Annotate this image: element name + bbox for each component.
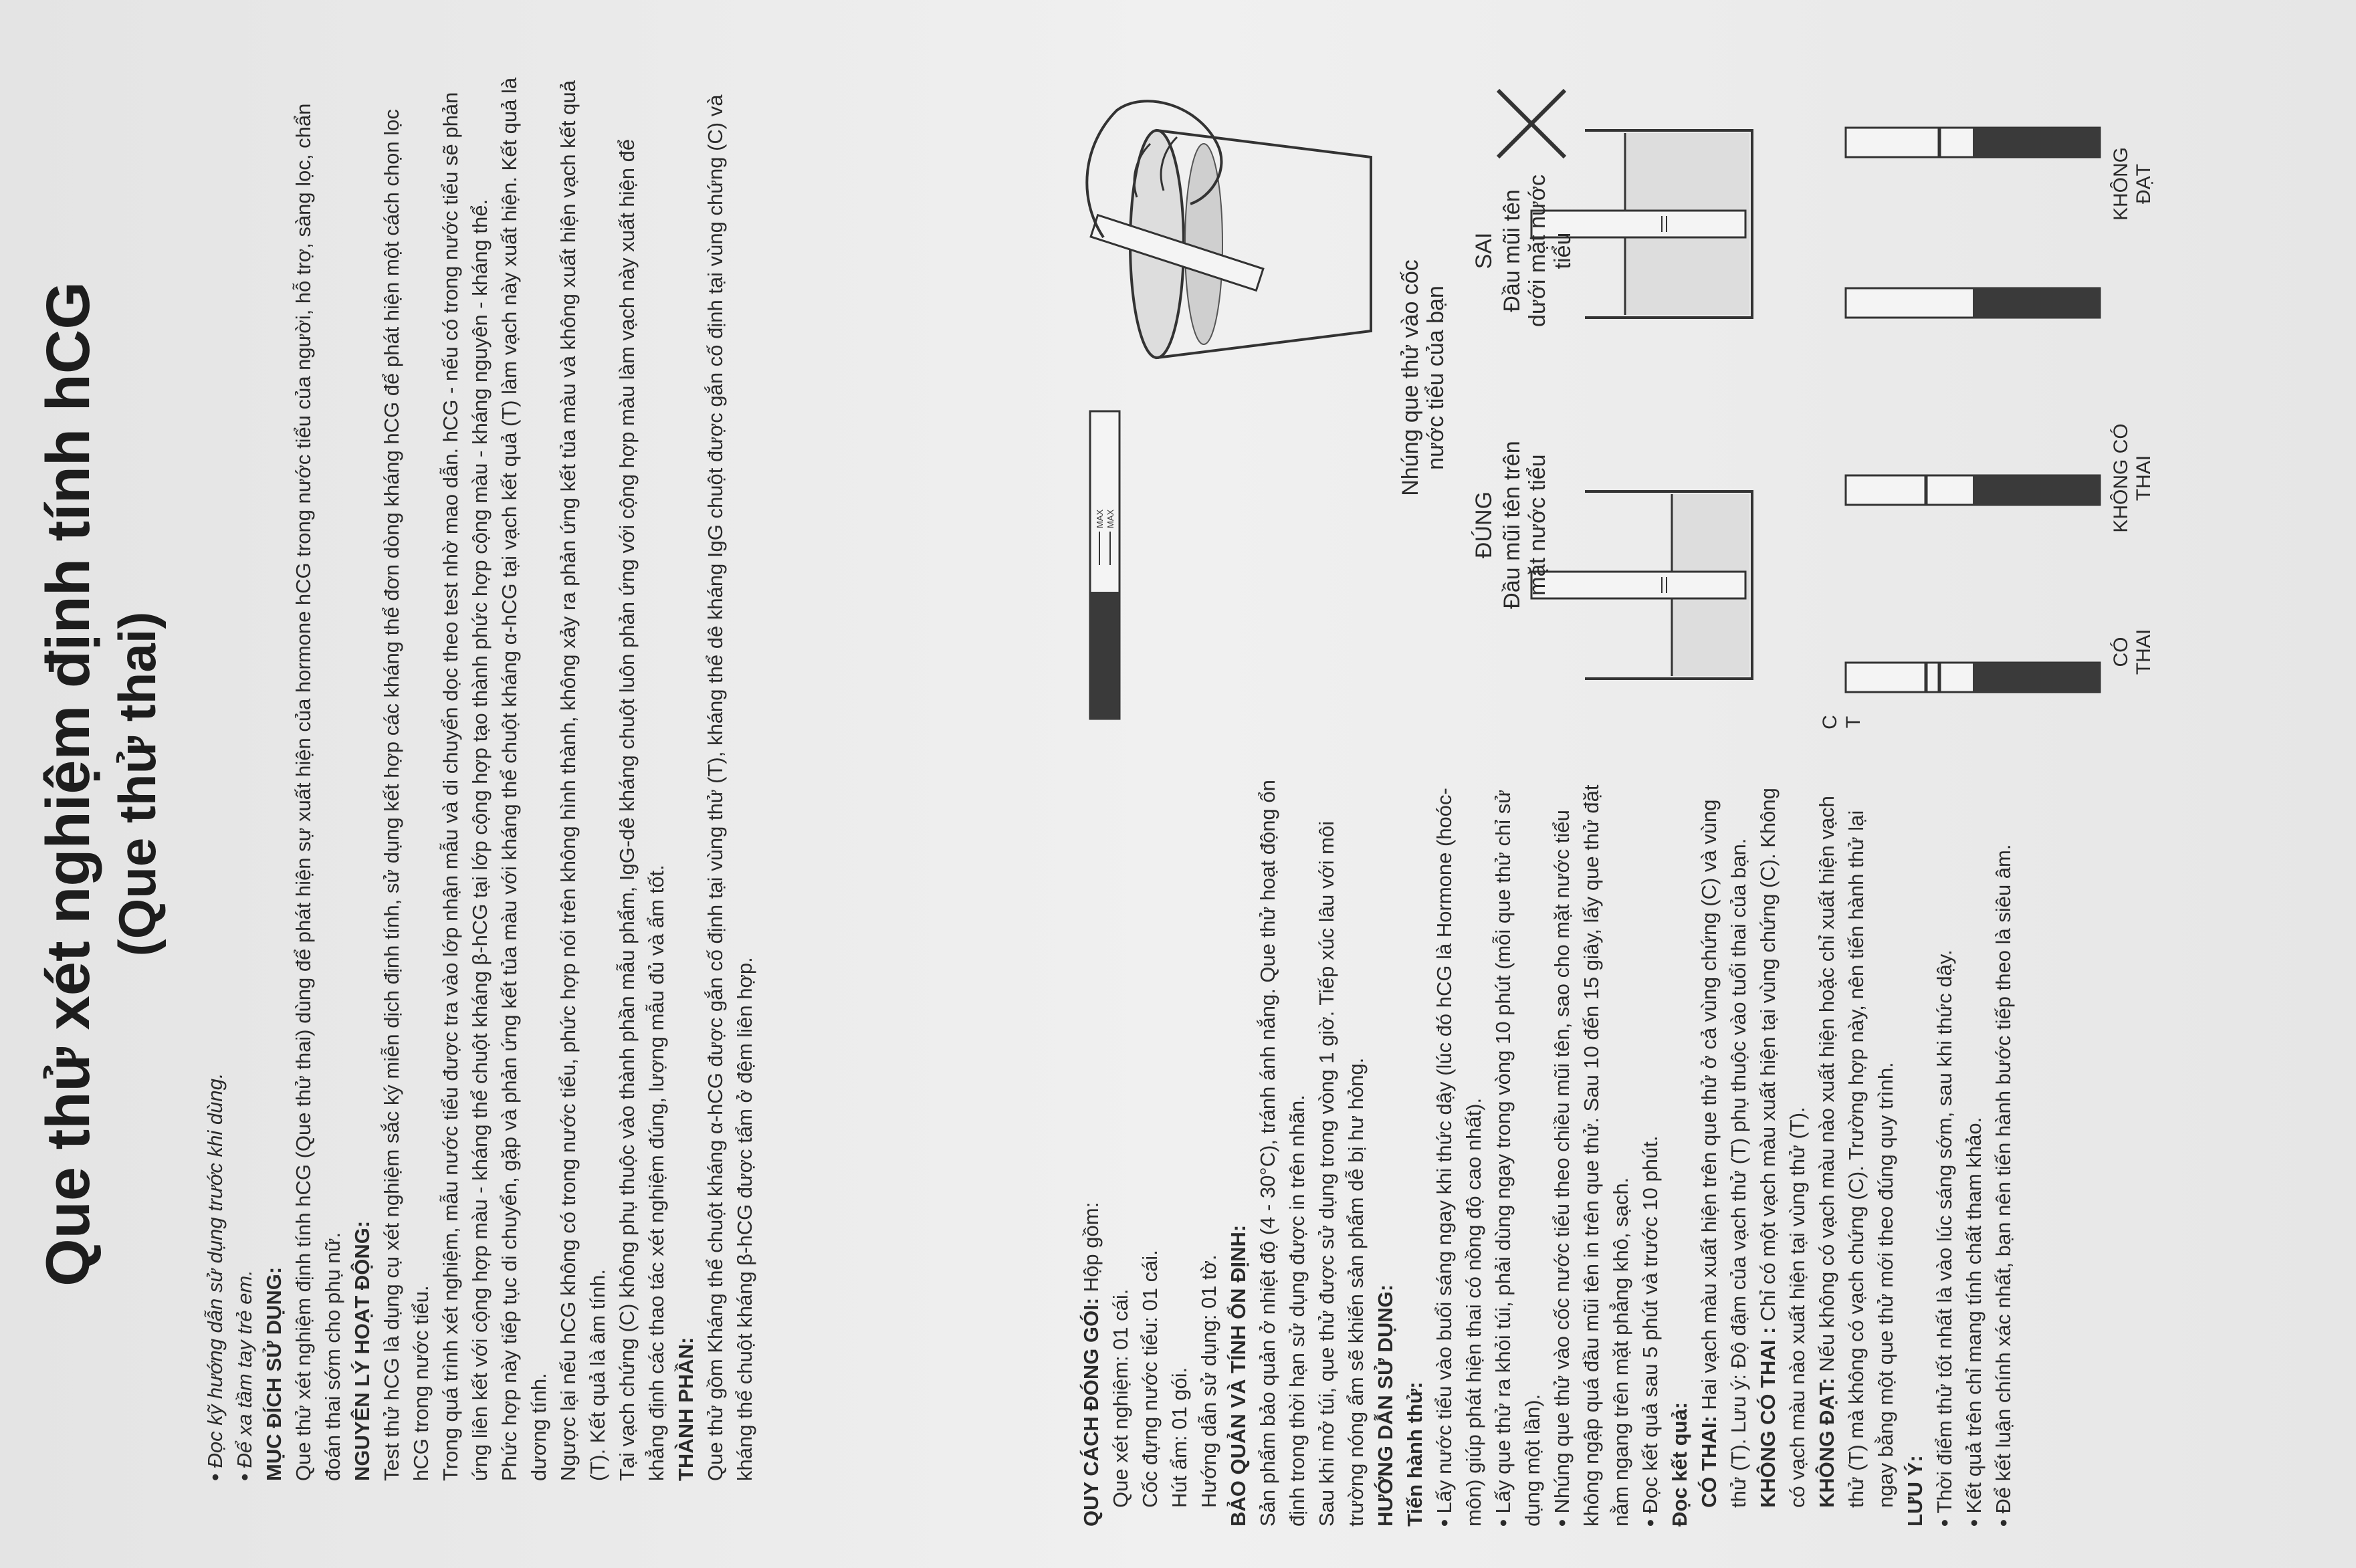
correct-text: Đầu mũi tên trên mặt nước tiểu <box>1499 441 1550 609</box>
caution-heading: LƯU Ý: <box>1903 1455 1927 1527</box>
principle-p5: Tại vạch chứng (C) không phụ thuộc vào thành phần mẫu phẩm, IgG-dê kháng chuột luôn phản ứng với cộng hợp màu làm vạch này xuất hiện để khẳng định các thao tác xét nghiệm đúng, lượng mẫu đủ và ẩm tốt. <box>615 138 668 1481</box>
dip-caption: Nhúng que thử vào cốc nước tiểu của bạn <box>1398 259 1449 496</box>
principle-p4: Ngược lại nếu hCG không có trong nước tiểu, phức hợp nói trên không hình thành, không xảy ra phản ứng kết tủa màu và không xuất hiện vạch kết quả (T). Kết quả là âm tính. <box>556 80 609 1481</box>
composition-text: Que thử gồm Kháng thể chuột kháng α-hCG được gắn cố định tại vùng thử (T), kháng thể dê kháng IgG chuột được gắn cố định tại vùng chứng (C) và kháng thể chuột kháng β-hCG được tẩm ở đệm liên hợp. <box>704 94 756 1481</box>
storage-p2: Sau khi mở túi, que thử được sử dụng trong vòng 1 giờ. Tiếp xúc lâu với môi trường nóng ẩm sẽ khiến sản phẩm dễ bị hư hỏng. <box>1315 820 1368 1527</box>
packaging-heading: QUY CÁCH ĐÓNG GÓI: <box>1079 1297 1103 1527</box>
caution-item: • Thời điểm thử tốt nhất là vào lúc sáng sớm, sau khi thức dậy. <box>1930 771 1959 1527</box>
purpose-heading: MỤC ĐÍCH SỬ DỤNG: <box>262 1266 286 1481</box>
principle-heading: NGUYÊN LÝ HOẠT ĐỘNG: <box>350 1220 374 1481</box>
intro-section <box>201 77 760 1481</box>
packaging-item: Hướng dẫn sử dụng: 01 tờ. <box>1197 1254 1220 1508</box>
packaging-item: Cốc đựng nước tiểu: 01 cái. <box>1138 1250 1162 1508</box>
principle-p1: Test thử hCG là dụng cụ xét nghiệm sắc ký miễn dịch định tính, sử dụng kết hợp các kháng thể đơn dòng kháng hCG để phát hiện một cách chọn lọc hCG trong nước tiểu. <box>380 109 433 1481</box>
wrong-title: SAI <box>1471 232 1497 269</box>
procedure-step: • Lấy nước tiểu vào buổi sáng ngay khi thức dậy (lúc đó hCG là Hormone (hoóc-môn) giúp phát hiện thai có nồng độ cao nhất). <box>1430 771 1489 1527</box>
correct-title: ĐÚNG <box>1471 491 1497 559</box>
purpose-text: Que thử xét nghiệm định tính hCG (Que thử thai) dùng để phát hiện sự xuất hiện của hormone hCG trong nước tiểu của người, hỗ trợ, sàng lọc, chẩn đoán thai sớm cho phụ nữ. <box>292 103 344 1481</box>
strip-invalid-none <box>1846 288 2100 318</box>
principle-p2: Trong quá trình xét nghiệm, mẫu nước tiểu được tra vào lớp nhận mẫu và di chuyển dọc theo test nhờ mao dẫn. hCG - nếu có trong nước tiểu sẽ phản ứng liên kết với cộng hợp màu - kháng thể chuột kháng β-hCG tại lớp cộng hợp tạo thành phức hợp cộng màu - kháng nguyên - kháng thể. <box>439 92 492 1481</box>
dip-drawing <box>1077 64 1398 732</box>
result-not-pregnant-caption: KHÔNG CÓ THAI <box>2110 423 2155 533</box>
storage-heading: BẢO QUẢN VÀ TÍNH ỔN ĐỊNH: <box>1226 1224 1250 1527</box>
composition-heading: THÀNH PHẦN: <box>674 1337 698 1481</box>
page-title: Que thử xét nghiệm định tính hCG <box>34 282 102 1286</box>
storage-p1: Sản phẩm bảo quản ở nhiệt độ (4 - 30°C), tránh ánh nắng. Que thử hoạt động ổn định trong thời hạn sử dụng được in trên nhãn. <box>1256 780 1309 1527</box>
procedure-step: • Lấy que thử ra khỏi túi, phải dùng ngay trong vòng 10 phút (mỗi que thử chỉ sử dụng một lần). <box>1489 771 1547 1527</box>
note-keep-away-children: • Để xa tầm tay trẻ em. <box>230 77 259 1481</box>
dip-illustration <box>1077 64 1398 732</box>
principle-p3: Phức hợp này tiếp tục di chuyển, gặp và phản ứng kết tủa màu với kháng thể chuột kháng α-hCG tại vạch kết quả (T) làm vạch này xuất hiện. Kết quả là dương tính. <box>498 77 550 1481</box>
note-read-instructions: • Đọc kỹ hướng dẫn sử dụng trước khi dùng. <box>201 77 230 1481</box>
result-invalid-caption: KHÔNG ĐẠT <box>2110 147 2155 221</box>
strip-invalid-t-only <box>1846 128 2100 157</box>
procedure-step: • Đọc kết quả sau 5 phút và trước 10 phút. <box>1636 771 1665 1527</box>
strip-max-text: MAX <box>1095 509 1105 528</box>
caution-item: • Kết quả trên chỉ mang tính chất tham khảo. <box>1959 771 1989 1527</box>
result-not-pregnant-label: KHÔNG CÓ THAI : <box>1756 1327 1780 1508</box>
result-invalid-label: KHÔNG ĐẠT: <box>1815 1377 1838 1508</box>
procedure-heading: Tiến hành thử: <box>1403 1381 1426 1527</box>
left-column <box>1077 771 2018 1527</box>
result-pregnant-caption: CÓ THAI <box>2110 629 2155 675</box>
packaging-item: Que xét nghiệm: 01 cái. <box>1109 1289 1132 1508</box>
result-invalid-text: Nếu không có vạch màu nào xuất hiện hoặc chỉ xuất hiện vạch thử (T) mà không có vạch chứng (C). Trường hợp này, nên tiến hành thử lại ngay bằng một que thử mới theo đúng quy trình. <box>1815 796 1897 1508</box>
packaging-intro: Hộp gồm: <box>1079 1202 1103 1293</box>
results-heading: Đọc kết quả: <box>1668 1402 1691 1527</box>
caution-item: • Để kết luận chính xác nhất, bạn nên tiến hành bước tiếp theo là siêu âm. <box>1989 771 2018 1527</box>
result-not-pregnant-text: Chỉ có một vạch màu xuất hiện tại vùng chứng (C). Không có vạch màu nào xuất hiện tại vùng thử (T). <box>1756 788 1809 1508</box>
depth-illustration <box>1471 64 1765 732</box>
strip-pregnant <box>1846 663 2100 692</box>
page-subtitle: (Que thử thai) <box>108 611 167 957</box>
strip-not-pregnant <box>1846 475 2100 505</box>
wrong-text: Đầu mũi tên dưới mặt nước tiểu <box>1499 174 1576 328</box>
usage-heading: HƯỚNG DẪN SỬ DỤNG: <box>1374 1284 1397 1527</box>
svg-text:MAX: MAX <box>1105 509 1115 528</box>
results-illustration <box>1819 64 2107 732</box>
procedure-step: • Nhúng que thử vào cốc nước tiểu theo chiều mũi tên, sao cho mặt nước tiểu không ngập quá đầu mũi tên in trên que thử. Sau 10 đến 15 giây, lấy que thử đặt nằm ngang trên mặt phẳng khô, sạch. <box>1547 771 1636 1527</box>
packaging-item: Hút ẩm: 01 gói. <box>1168 1367 1191 1508</box>
result-pregnant-label: CÓ THAI: <box>1697 1416 1721 1508</box>
line-c-label: C <box>1819 715 1841 730</box>
result-pregnant-text: Hai vạch màu xuất hiện trên que thử ở cả vùng chứng (C) và vùng thử (T). Lưu ý: Độ đậm của vạch thử (T) phụ thuộc vào tuổi thai của bạn. <box>1697 799 1750 1508</box>
line-t-label: T <box>1842 715 1864 729</box>
